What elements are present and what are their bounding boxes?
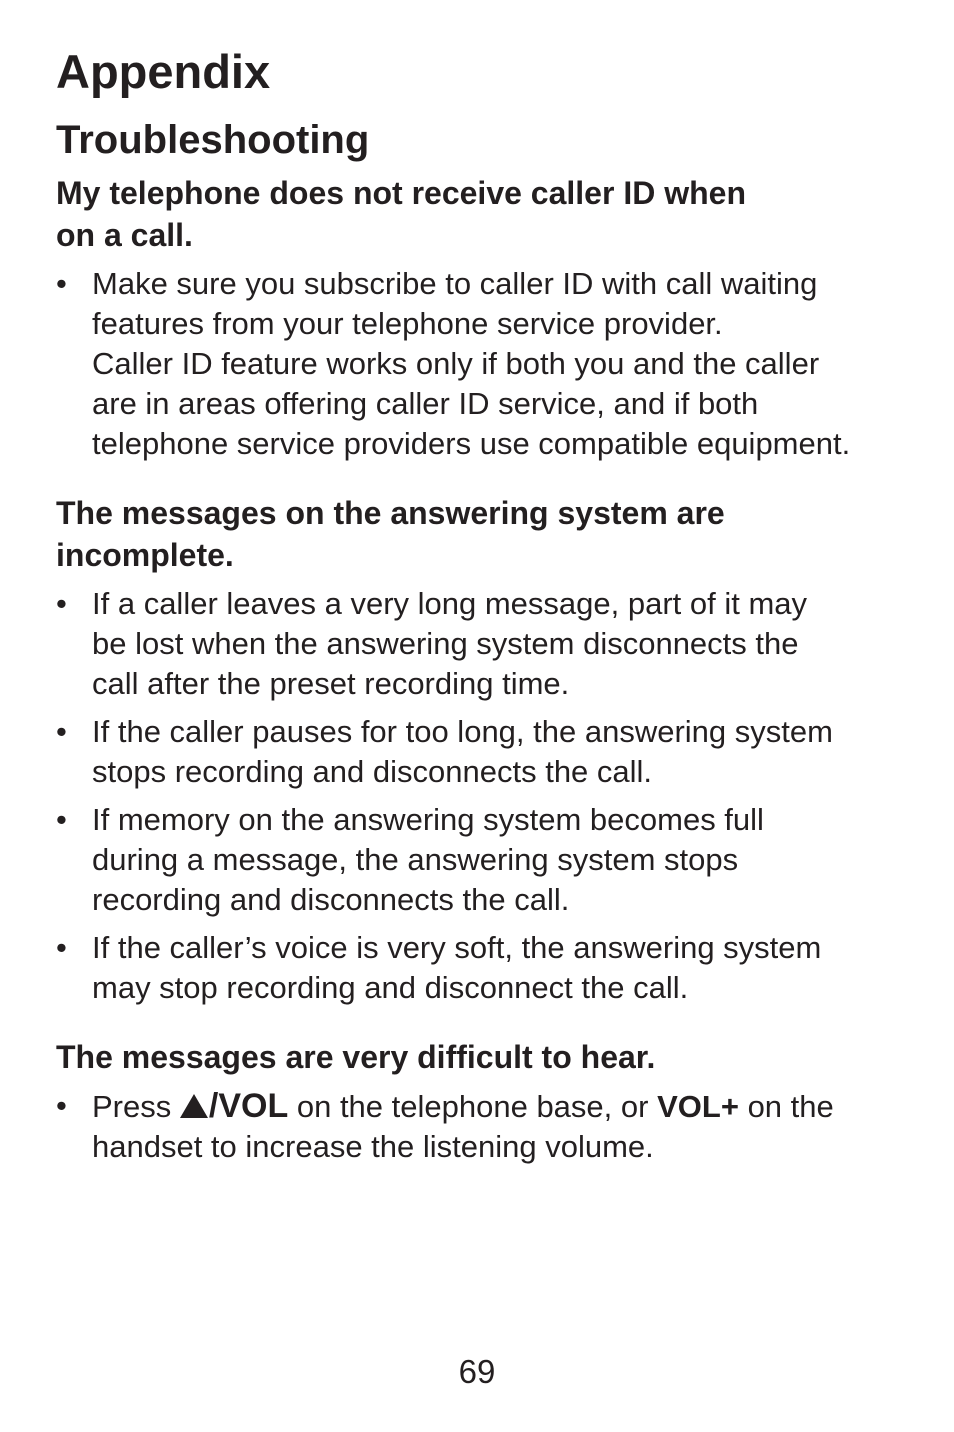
bullet-mark: • (56, 714, 67, 749)
topic-heading: My telephone does not receive caller ID when on a call. (56, 175, 746, 253)
topic-caller-id (56, 172, 916, 464)
vol-plus-key-label: VOL+ (657, 1089, 739, 1124)
page-number: 69 (458, 1353, 496, 1390)
list-item: • If a caller leaves a very long message, part of it may be lost when the answering system disconnects the call after the preset recording time. (56, 586, 808, 701)
topic-heading: The messages are very difficult to hear. (56, 1039, 656, 1075)
vol-key-label: /VOL (208, 1087, 289, 1125)
bullet-list (56, 264, 916, 464)
bullet-list (56, 1086, 916, 1167)
list-item: • If memory on the answering system becomes full during a message, the answering system stops recording and disconnects the call. (56, 802, 764, 917)
bullet-mark: • (56, 266, 67, 301)
page-title: Appendix (56, 45, 271, 98)
topic-difficult-to-hear (56, 1036, 916, 1167)
list-item: • If the caller pauses for too long, the answering system stops recording and disconnects the call. (56, 714, 833, 789)
bullet-list (56, 584, 916, 1008)
bullet-mark: • (56, 1088, 67, 1123)
topic-heading: The messages on the answering system are incomplete. (56, 495, 725, 573)
topic-incomplete-messages (56, 492, 916, 1008)
bullet-mark: • (56, 930, 67, 965)
bullet-mark: • (56, 586, 67, 621)
list-item: • Make sure you subscribe to caller ID with call waiting features from your telephone service provider. Caller ID feature works only if both you and the caller are in areas offering caller ID service, and if both telephone service providers use compatible equipment. (56, 266, 851, 461)
list-item: • If the caller’s voice is very soft, the answering system may stop recording and disconnect the call. (56, 930, 822, 1005)
list-item: • Press /VOL on the telephone base, or VOL+ on the handset to increase the listening volume. (56, 1087, 834, 1164)
volume-up-triangle-icon (180, 1094, 208, 1118)
bullet-mark: • (56, 802, 67, 837)
section-title: Troubleshooting (56, 118, 370, 162)
